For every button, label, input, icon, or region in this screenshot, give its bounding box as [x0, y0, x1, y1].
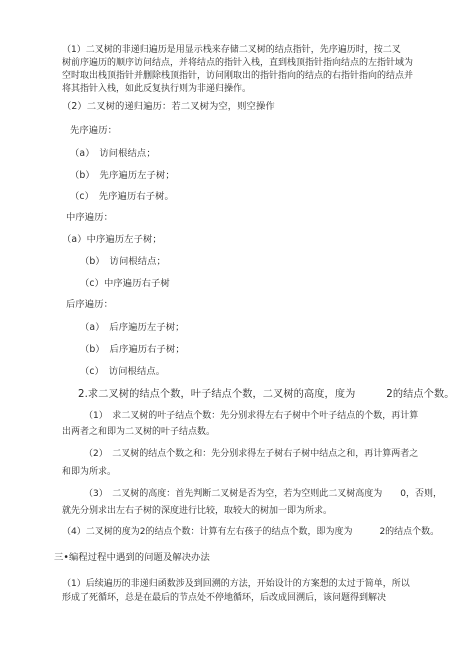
- inorder-title: 中序遍历：: [66, 212, 113, 223]
- inorder-step-b: （b） 访问根结点；: [80, 256, 166, 267]
- section3-item1-line1: （1）后续遍历的非递归函数涉及到回溯的方法，开始设计的方案想的太过于简单，所以: [62, 579, 410, 589]
- section3-heading: 三•编程过程中遇到的问题及解决办法: [54, 552, 210, 563]
- section2-item4: （4）二叉树的度为2的结点个数：计算有左右孩子的结点个数，即为度为 2的结点个数。: [62, 527, 440, 537]
- para1-line2: 树前序遍历的顺序访问结点，并将结点的指针入栈，直到栈顶指针指向结点的左指针域为: [62, 58, 414, 68]
- preorder-step-a: （a） 访问根结点；: [70, 148, 156, 159]
- inorder-step-a: （a）中序遍历左子树；: [62, 234, 162, 245]
- postorder-step-b: （b） 后序遍历右子树；: [80, 344, 185, 355]
- section2-item3-line2: 就先分别求出左右子树的深度进行比较，取较大的树加一即为所求。: [62, 506, 333, 516]
- preorder-step-b: （b） 先序遍历左子树；: [70, 170, 175, 181]
- para1-line4: 将其指针入栈，如此反复执行则为非递归操作。: [62, 84, 252, 94]
- postorder-title: 后序遍历：: [66, 299, 113, 310]
- preorder-title: 先序遍历：: [70, 125, 117, 136]
- inorder-step-c: （c）中序遍历右子树: [80, 278, 170, 289]
- postorder-step-a: （a） 后序遍历左子树；: [80, 322, 185, 333]
- postorder-step-c: （c） 访问根结点。: [80, 366, 166, 377]
- preorder-step-c: （c） 先序遍历右子树。: [70, 191, 174, 202]
- section2-item3-line1: （3） 二叉树的高度：首先判断二叉树是否为空，若为空则此二叉树高度为 0，否则，: [84, 489, 442, 499]
- recursive-traversal-heading: （2）二叉树的递归遍历：若二叉树为空，则空操作: [62, 101, 275, 112]
- para1-line3: 空时取出栈顶指针并删除栈顶指针，访问刚取出的指针指向的结点的右指针指向的结点并: [62, 71, 414, 81]
- section3-item1-line2: 形成了死循环，总是在最后的节点处不停地循环，后改成回溯后，该问题得到解决: [62, 593, 387, 603]
- section2-item1-line2: 出两者之和即为二叉树的叶子结点数。: [62, 427, 216, 437]
- para1-line1: （1）二叉树的非递归遍历是用显示栈来存储二叉树的结点指针，先序遍历时，按二叉: [62, 45, 401, 55]
- section2-item1-line1: （1） 求二叉树的叶子结点个数：先分别求得左右子树中个叶子结点的个数，再计算: [84, 411, 419, 421]
- section2-item2-line2: 和即为所求。: [62, 467, 117, 477]
- section2-heading: 2.求二叉树的结点个数，叶子结点个数，二叉树的高度，度为 2的结点个数。: [78, 389, 455, 400]
- section2-item2-line1: （2） 二叉树的结点个数之和：先分别求得左子树右子树中结点之和，再计算两者之: [84, 449, 419, 459]
